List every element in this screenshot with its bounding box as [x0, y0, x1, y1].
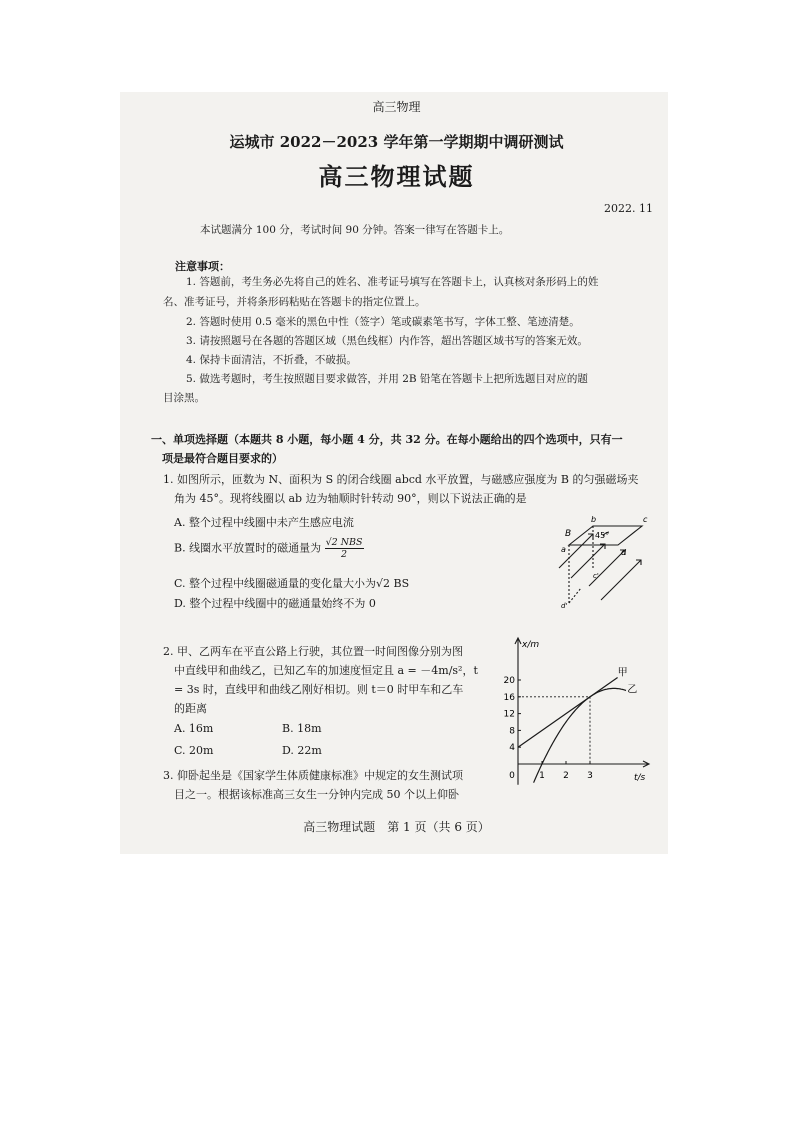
- note-1: 1. 答题前，考生务必先将自己的姓名、准考证号填写在答题卡上，认真核对条形码上的姓: [186, 276, 599, 288]
- note-1-cont: 名、准考证号，并将条形码粘贴在答题卡的指定位置上。: [163, 296, 426, 308]
- q1-line2: 角为 45°。现将线圈以 ab 边为轴顺时针转动 90°，则以下说法正确的是: [174, 492, 527, 505]
- label-angle: 45°: [595, 531, 610, 540]
- q2-option-d: D. 22m: [282, 744, 322, 757]
- rotated-edge-dc: [569, 588, 581, 603]
- q1-line1: 1. 如图所示，匝数为 N、面积为 S 的闭合线圈 abcd 水平放置，与磁感应强度为 B 的匀强磁场夹: [163, 473, 639, 486]
- label-c-prime: c': [593, 572, 599, 580]
- label-d: d: [621, 548, 627, 557]
- note-5-cont: 目涂黑。: [163, 392, 205, 404]
- q2-option-c: C. 20m: [174, 744, 214, 757]
- q2-line3: = 3s 时，直线甲和曲线乙刚好相切。则 t＝0 时甲车和乙车: [174, 683, 464, 696]
- q1-option-c: C. 整个过程中线圈磁通量的变化量大小为√2 BS: [174, 577, 410, 590]
- q1-option-a: A. 整个过程中线圈中未产生感应电流: [174, 516, 354, 529]
- section-heading: [151, 430, 623, 468]
- q1-option-b-denominator: 2: [341, 549, 348, 560]
- q2-line2: 中直线甲和曲线乙，已知乙车的加速度恒定且 a = －4m/s²，t: [174, 664, 478, 677]
- note-3: 3. 请按照题号在各题的答题区域（黑色线框）内作答，超出答题区域书写的答案无效。: [186, 335, 588, 347]
- y-tick-label: 12: [503, 709, 515, 720]
- y-axis-label: x/m: [522, 640, 540, 650]
- label-field-B: B: [565, 529, 572, 539]
- q2-line4: 的距离: [174, 702, 207, 715]
- x-axis-label: t/s: [634, 773, 646, 783]
- q3-line1: 3. 仰卧起坐是《国家学生体质健康标准》中规定的女生测试项: [163, 769, 463, 782]
- series-yi-label: 乙: [627, 684, 638, 696]
- section-heading-line1: 一、单项选择题（本题共 8 小题，每小题 4 分，共 32 分。在每小题给出的四个选项中，只有一: [151, 433, 623, 446]
- label-a: a: [561, 545, 566, 554]
- main-title: 高三物理试题: [318, 162, 475, 191]
- label-b: b: [591, 515, 597, 524]
- q1-option-b: [174, 537, 364, 560]
- x-tick-label: 3: [587, 771, 593, 781]
- q1-option-b-numerator: √2 NBS: [325, 537, 363, 548]
- field-line-2: [589, 550, 625, 586]
- notes-heading: 注意事项：: [175, 260, 230, 273]
- note-5: 5. 做选考题时，考生按照题目要求做答，并用 2B 铅笔在答题卡上把所选题目对应的题: [186, 373, 588, 385]
- exam-intro: 本试题满分 100 分，考试时间 90 分钟。答案一律写在答题卡上。: [200, 224, 510, 236]
- q1-option-d: D. 整个过程中线圈中的磁通量始终不为 0: [174, 597, 376, 610]
- series-jia-line: [518, 677, 618, 747]
- q1-option-b-prefix: B. 线圈水平放置时的磁通量为: [174, 541, 322, 555]
- x-tick-label: 0: [509, 771, 515, 781]
- label-d-prime: d': [561, 602, 568, 610]
- coil-figure: [555, 508, 655, 610]
- q2-option-b: B. 18m: [282, 722, 322, 735]
- section-heading-line2: 项是最符合题目要求的）: [162, 452, 283, 465]
- q1-option-b-fraction: [325, 537, 364, 560]
- xt-graph: [496, 633, 656, 801]
- series-jia-label: 甲: [617, 667, 628, 679]
- note-4: 4. 保持卡面清洁，不折叠，不破损。: [186, 354, 357, 366]
- subject-tag: 高三物理: [372, 100, 421, 114]
- q3-line2: 目之一。根据该标准高三女生一分钟内完成 50 个以上仰卧: [174, 788, 459, 801]
- series-yi-curve: [534, 688, 626, 782]
- note-2: 2. 答题时使用 0.5 毫米的黑色中性（签字）笔或碳素笔书写，字体工整、笔迹清楚。: [186, 316, 580, 328]
- y-tick-label: 16: [503, 692, 515, 703]
- exam-date: 2022. 11: [604, 202, 653, 215]
- y-tick-label: 8: [509, 726, 515, 737]
- q2-option-a: A. 16m: [174, 722, 214, 735]
- y-tick-label: 4: [509, 743, 515, 754]
- label-c: c: [643, 515, 648, 524]
- exam-title: 运城市 2022－2023 学年第一学期期中调研测试: [229, 133, 564, 151]
- y-tick-label: 20: [503, 676, 515, 686]
- x-tick-label: 1: [539, 771, 545, 781]
- field-line-1: [571, 544, 605, 578]
- field-line-3: [601, 560, 641, 600]
- q2-line1: 2. 甲、乙两车在平直公路上行驶，其位置一时间图像分别为图: [163, 645, 463, 658]
- page-footer: 高三物理试题 第 1 页（共 6 页）: [303, 820, 490, 834]
- x-tick-label: 2: [563, 771, 569, 781]
